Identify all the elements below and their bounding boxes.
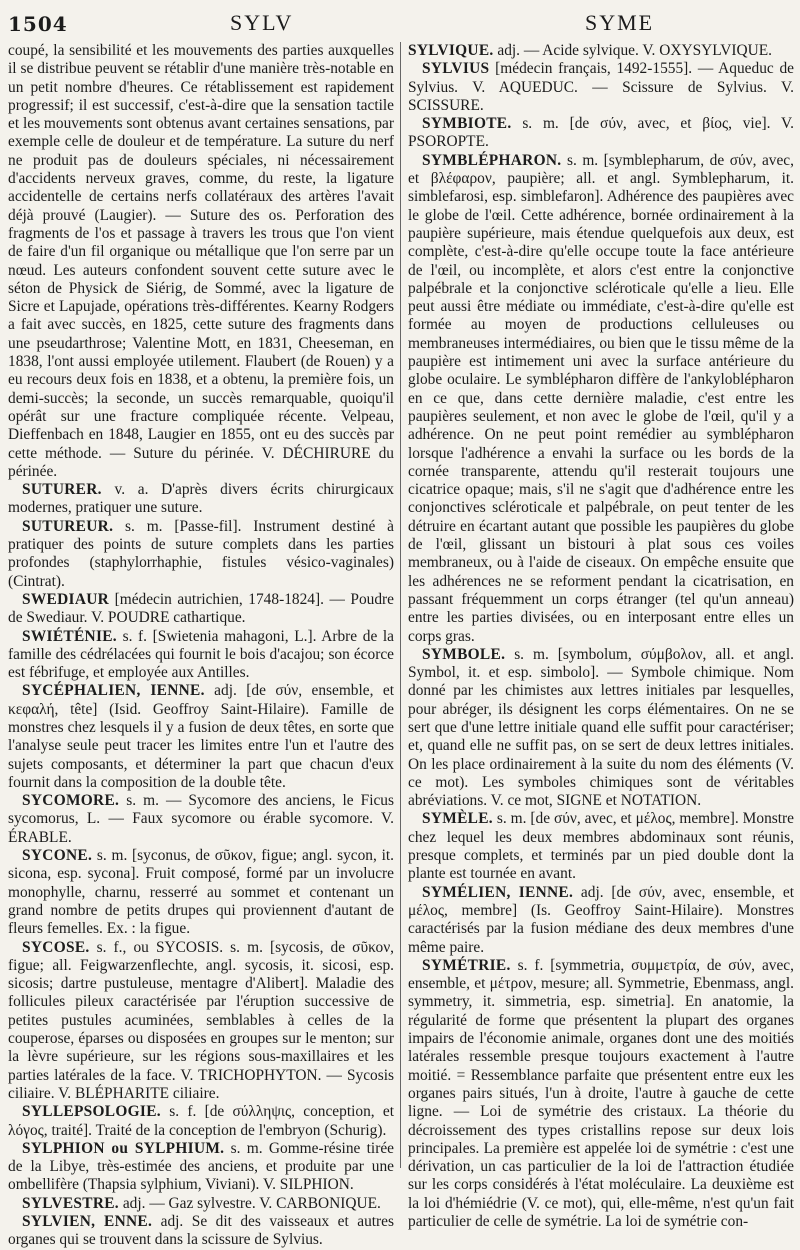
entry-body: s. m. Gomme-résine tirée de la Libye, très-estimée des anciens, et produite par une ombellifère (Thapsia sylphium, Viviani). V. SILPHION. — [8, 1139, 394, 1194]
entry-body: adj. [de σύν, ensemble, et κεφαλή, tête] (Isid. Geoffroy Saint-Hilaire). Famille de monstres chez lesquels il y a fusion de deux têtes, en sorte que l'analyse seule peut tracer les limites entre l'un et l'autre des sujets composants, et déterminer la part que chacun d'eux fournit dans la composition de la double tête. — [8, 682, 394, 791]
entry-sycone — [8, 847, 394, 938]
entry-syllepsologie — [8, 1103, 394, 1140]
headword: SWIÉTÉNIE. — [22, 627, 117, 645]
headword: SUTUREUR. — [22, 517, 114, 535]
entry-swediaur — [8, 591, 394, 628]
entry-symbole — [408, 646, 794, 811]
headword: SYMÈLE. — [422, 810, 493, 828]
entry-symele — [408, 810, 794, 883]
entry-body: adj. [de σύν, avec, ensemble, et μέλος, membre] (Is. Geoffroy Saint-Hilaire). Monstres caractérisés par la fusion médiane des deux membres d'une même paire. — [408, 883, 794, 956]
entry-sylvique — [408, 42, 794, 60]
column-divider — [400, 42, 401, 1168]
headword: SYLVIEN, ENNE. — [22, 1213, 153, 1230]
page-header — [0, 6, 800, 38]
right-column — [408, 42, 794, 1230]
entry-continuation: coupé, la sensibilité et les mouvements des parties auxquelles il se distribue peuvent se rétablir d'une manière très-notable en un petit nombre d'heures. Ce rétablissement est rapidement progressif; il est successif, c'est-à-dire que la sensation tactile et les mouvements sont obtenus avant certaines sensations, par exemple celle de douleur et de température. La suture du nerf ne produit pas de douleurs spéciales, ni nécessairement d'accidents nerveux graves, comme, du reste, la ligature accidentelle de certains nerfs collatéraux des artères l'avait déjà prouvé (Laugier). — Suture des os. Perforation des fragments de l'os et passage à travers les trous que l'on vient de faire d'un fil organique ou métallique que l'on serre par un nœud. Les auteurs confondent souvent cette suture avec le séton de Physick de Siérig, de Sommé, avec la ligature de Sicre et Lapujade, opérations très-différentes. Kearny Rodgers a fait avec succès, en 1825, cette suture des fragments dans une pseudarthrose; Valentine Mott, en 1831, Cheeseman, en 1838, l'ont aussi employée utilement. Flaubert (de Rouen) y a eu recours deux fois en 1838, et a obtenu, la première fois, un demi-succès; la seconde, un succès remarquable, quoiqu'il opérât sur une fracture compliquée récente. Velpeau, Dieffenbach en 1848, Laugier en 1855, ont eu des succès par cette méthode. — Suture du périnée. V. DÉCHIRURE du périnée. — [8, 42, 394, 480]
entry-sylvius — [408, 60, 794, 115]
page-number: 1504 — [8, 12, 68, 36]
entry-body: s. m. [de σύν, avec, et βίος, vie]. V. PSOROPTE. — [408, 115, 794, 151]
entry-body: s. f. [de σύλληψις, conception, et λόγος, traité]. Traité de la conception de l'embryon (Schurig). — [8, 1103, 394, 1139]
entry-body: adj. — Gaz sylvestre. V. CARBONIQUE. — [118, 1194, 381, 1212]
headword: SYMBOLE. — [422, 645, 506, 663]
entry-body: [médecin français, 1492-1555]. — Aqueduc de Sylvius. V. AQUEDUC. — Scissure de Sylvius. V. SCISSURE. — [408, 60, 794, 114]
entry-body: s. m. [de σύν, avec, et μέλος, membre]. Monstre chez lequel les deux membres abdominaux sont réunis, presque complets, et terminés par un pied double dont la plante est tournée en avant. — [408, 810, 794, 883]
headword: SYCOMORE. — [22, 792, 120, 810]
entry-body: s. f. [symmetria, συμμετρία, de σύν, avec, ensemble, et μέτρον, mesure; all. Symmetrie, Ebenmass, angl. symmetry, it. simmetria, esp. simetria]. En anatomie, la régularité de forme que présentent la plupart des organes impairs de l'économie animale, organes dont une des moitiés latérales ressemble presque toujours exactement à l'autre moitié. = Ressemblance parfaite que présentent entre eux les organes pairs situés, l'un à droite, l'autre à gauche de cette ligne. — Loi de symétrie des cristaux. La théorie du décroissement des types cristallins repose sur deux lois principales. La première est appelée loi de symétrie : c'est une dérivation, un cas particulier de la loi de l'attraction étudiée sur les corps considérés à l'état moléculaire. La deuxième est la loi d'hémiédrie (V. ce mot), qui, elle-même, n'est qu'un fait particulier de celle de symétrie. La loi de symétrie con- — [408, 956, 794, 1230]
entry-symblepharon — [408, 152, 794, 646]
entry-body: s. m. [symblepharum, de σύν, avec, et βλέφαρον, paupière; all. et angl. Symblepharum, it. simblefarosi, esp. simblefaron]. Adhérence des paupières avec le globe de l'œil. Cette adhérence, bornée ordinairement à la paupière supérieure, mais étendue quelquefois aux deux, est complète, c'est-à-dire qu'elle occupe toute la face antérieure de l'œil, ou incomplète, et alors c'est entre la conjonctive palpébrale et la conjonctive scléroticale qu'elle a lieu. Elle peut aussi être médiate ou immédiate, c'est-à-dire qu'elle est formée au moyen de productions celluleuses ou membraneuses intermédiaires, ou bien que le tissu même de la paupière est intimement uni avec la surface antérieure du globe oculaire. Le symblépharon diffère de l'ankyloblépharon en ce que, dans cette dernière maladie, c'est entre les paupières seulement, et non avec le globe de l'œil, qu'il y a adhérence. On ne peut point remédier au symblépharon lorsque l'adhérence a envahi la surface ou les bords de la cornée transparente, attendu qu'il resterait toujours une cicatrice opaque; mais, s'il ne s'agit que d'adhérence entre les conjonctives scléroticale et palpébrale, on peut tenter de les détruire en écartant autant que possible les paupières du globe de l'œil, glissant un bistouri à plat sous ces voiles membraneux, ou à l'aide de ciseaux. On empêche ensuite que les adhérences ne se reforment pendant la cicatrisation, en passant fréquemment un corps étranger (tel qu'un anneau) entre les parties divisées, ou en interposant entre elles un corps gras. — [408, 151, 794, 645]
headword: SYMÉLIEN, IENNE. — [422, 883, 574, 901]
headword: SYLVIUS — [422, 60, 490, 78]
headword: SYLVIQUE. — [408, 42, 494, 59]
entry-sylphion — [8, 1140, 394, 1195]
headword: SYMBIOTE. — [422, 115, 512, 133]
headword: SYCOSE. — [22, 938, 90, 956]
entry-body: s. m. [Passe-fil]. Instrument destiné à pratiquer des points de suture complets dans les parties profondes (staphylorrhaphie, fistules vésico-vaginales) (Cintrat). — [8, 517, 394, 590]
entry-sylvien — [8, 1213, 394, 1250]
entry-body: adj. Se dit des vaisseaux et autres organes qui se trouvent dans la scissure de Sylvius. — [8, 1213, 394, 1249]
entry-body: s. m. — Sycomore des anciens, le Ficus sycomorus, L. — Faux sycomore ou érable sycomore. V. ÉRABLE. — [8, 792, 394, 846]
headword: SYCONE. — [22, 847, 93, 865]
entry-swietenie — [8, 628, 394, 683]
entry-sutureur — [8, 518, 394, 591]
entry-body: s. f., ou SYCOSIS. s. m. [sycosis, de σῦκον, figue; all. Feigwarzenflechte, angl. sycosis, it. sicosi, esp. sicosis; dartre pustuleuse, mentagre d'Alibert]. Maladie des follicules pileux caractérisée par l'éruption successive de petites pustules acuminées, semblables à celles de la couperose, éparses ou disposées en groupes sur le menton; sur la lèvre supérieure, sur les régions sous-maxillaires et les parties latérales de la face. V. TRICHOPHYTON. — Sycosis ciliaire. V. BLÉPHARITE ciliaire. — [8, 938, 394, 1102]
headword: SYCÉPHALIEN, IENNE. — [22, 682, 205, 700]
right-running-head: SYME — [585, 10, 655, 35]
entry-sycomore — [8, 792, 394, 847]
entry-symelien — [408, 884, 794, 957]
left-column — [8, 42, 394, 1249]
headword: SYLPHION ou SYLPHIUM. — [22, 1139, 225, 1157]
left-running-head: SYLV — [230, 10, 294, 35]
entry-sycephalien — [8, 682, 394, 792]
entry-sylvestre — [8, 1195, 394, 1213]
entry-body: s. m. [symbolum, σύμβολον, all. et angl. Symbol, it. et esp. simbolo]. — Symbole chimique. Nom donné par les chimistes aux lettres initiales par lesquelles, pour abréger, ils désignent les corps élémentaires. On ne se sert que d'une lettre initiale quand elle suffit pour caractériser; et, quand elle ne suffit pas, on se sert de deux lettres initiales. On les place ordinairement à la suite du nom des éléments (V. ce mot). Les symboles chimiques sont de véritables abréviations. V. ce mot, SIGNE et NOTATION. — [408, 645, 794, 810]
headword: SYLVESTRE. — [22, 1194, 119, 1212]
entry-sycose — [8, 939, 394, 1104]
headword: SYMÉTRIE. — [422, 956, 511, 974]
entry-symbiote — [408, 115, 794, 152]
headword: SYLLEPSOLOGIE. — [22, 1103, 161, 1121]
headword: SYMBLÉPHARON. — [422, 151, 562, 169]
entry-body: s. m. [syconus, de σῦκον, figue; angl. sycon, it. sicona, esp. sycona]. Fruit composé, formé par un involucre monophylle, charnu, resserré au sommet et contenant un grand nombre de petits drupes qui proviennent d'autant de fleurs femelles. Ex. : la figue. — [8, 847, 394, 938]
entry-body: v. a. D'après divers écrits chirurgicaux modernes, pratiquer une suture. — [8, 481, 394, 517]
entry-body: [médecin autrichien, 1748-1824]. — Poudre de Swediaur. V. POUDRE cathartique. — [8, 590, 394, 627]
entry-body: s. f. [Swietenia mahagoni, L.]. Arbre de la famille des cédrélacées qui fournit le bois d'acajou; son écorce est fébrifuge, et employée aux Antilles. — [8, 627, 394, 682]
entry-body: adj. — Acide sylvique. V. OXYSYLVIQUE. — [493, 42, 772, 59]
headword: SWEDIAUR — [22, 590, 110, 608]
headword: SUTURER. — [22, 481, 102, 499]
entry-suturer — [8, 481, 394, 518]
entry-symetrie — [408, 957, 794, 1231]
